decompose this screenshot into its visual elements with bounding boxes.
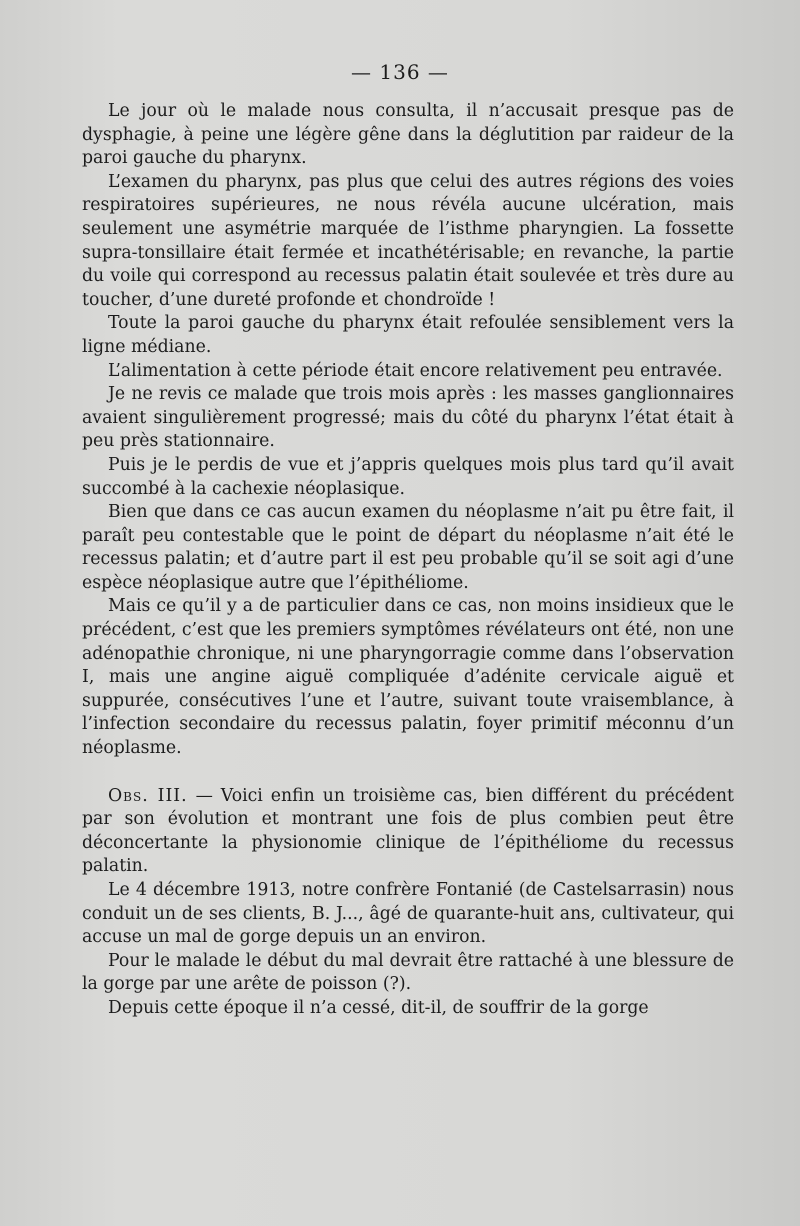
paragraph: Mais ce qu’il y a de particulier dans ce cas, non moins insidieux que le précédent, c’est que les premiers symptômes révélateurs ont été, non une adénopathie chronique, ni une pharyngorragie comme dans l’observation I, mais une angine aiguë compliquée d’adénite cervicale aiguë et suppurée, consécutives l’une et l’autre, suivant toute vraisemblance, à l’infection secondaire du recessus palatin, foyer primitif méconnu d’un néoplasme. [82, 596, 734, 759]
body-text [82, 100, 734, 1021]
paragraph: L’examen du pharynx, pas plus que celui des autres régions des voies respiratoires supérieures, ne nous révéla aucune ulcération, mais seulement une asymétrie marquée de l’isthme pharyngien. La fossette supra-tonsillaire était fermée et incathétérisable; en revanche, la partie du voile qui correspond au recessus palatin était soulevée et très dure au toucher, d’une dureté profonde et chondroïde ! [82, 171, 734, 310]
observation-label: Obs. III. [108, 785, 188, 806]
paragraph: Le jour où le malade nous consulta, il n’accusait presque pas de dysphagie, à peine une légère gêne dans la déglutition par raideur de la paroi gauche du pharynx. [82, 101, 734, 169]
paragraph: Le 4 décembre 1913, notre confrère Fontanié (de Castelsarrasin) nous conduit un de ses clients, B. J..., âgé de quarante-huit ans, cultivateur, qui accuse un mal de gorge depuis un an environ. [82, 880, 734, 948]
paragraph: Je ne revis ce malade que trois mois après : les masses ganglionnaires avaient singulièrement progressé; mais du côté du pharynx l’état était à peu près stationnaire. [82, 384, 734, 452]
observation-text: — Voici enfin un troisième cas, bien différent du précédent par son évolution et montrant une fois de plus combien peut être déconcertante la physionomie clinique de l’épithéliome du recessus palatin. [82, 785, 734, 877]
observation-paragraph [82, 785, 734, 879]
paragraph: Pour le malade le début du mal devrait être rattaché à une blessure de la gorge par une arête de poisson (?). [82, 950, 734, 995]
paragraph: Depuis cette époque il n’a cessé, dit-il, de souffrir de la gorge [108, 997, 649, 1018]
page-number: — 136 — [351, 60, 449, 84]
section-gap [82, 761, 734, 785]
paragraph: Puis je le perdis de vue et j’appris quelques mois plus tard qu’il avait succombé à la cachexie néoplasique. [82, 454, 734, 499]
paragraph: Toute la paroi gauche du pharynx était refoulée sensiblement vers la ligne médiane. [82, 313, 734, 357]
paragraph: L’alimentation à cette période était encore relativement peu entravée. [108, 360, 723, 381]
paragraph: Bien que dans ce cas aucun examen du néoplasme n’ait pu être fait, il paraît peu contestable que le point de départ du néoplasme n’ait été le recessus palatin; et d’autre part il est peu probable qu’il se soit agi d’une espèce néoplasique autre que l’épithéliome. [82, 502, 734, 593]
